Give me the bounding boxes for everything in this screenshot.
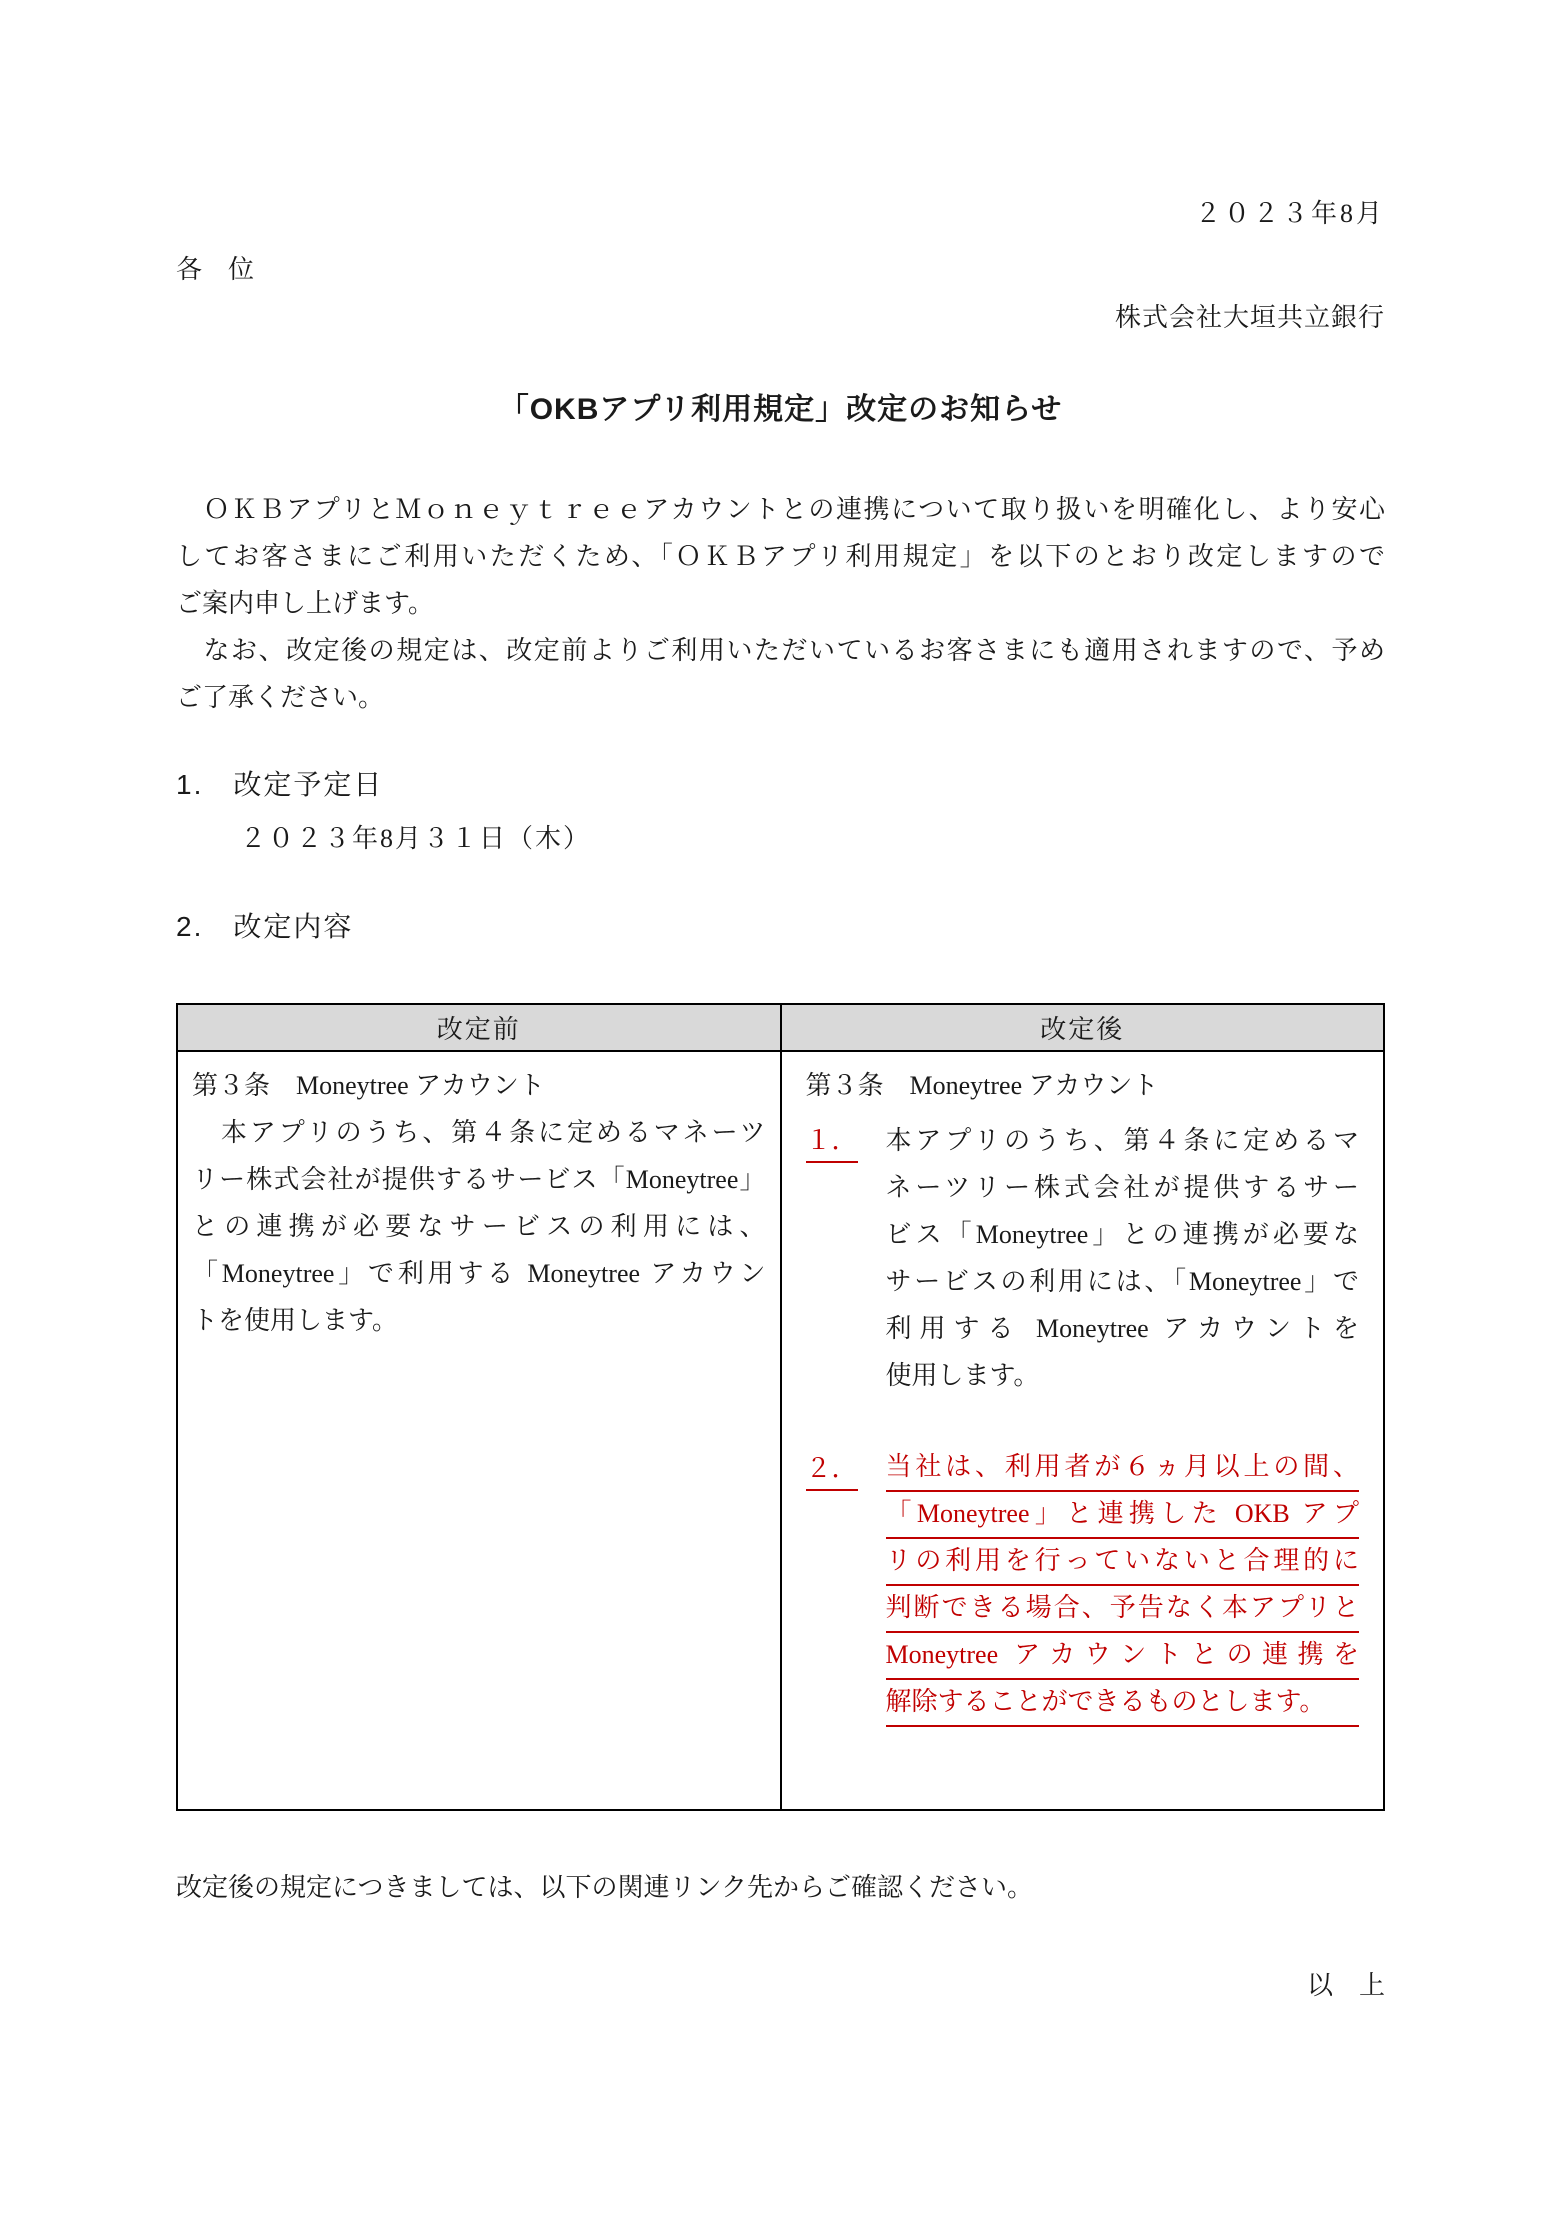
note-paragraph	[176, 627, 1385, 721]
item-number: １．	[806, 1117, 860, 1164]
section2-heading: 2. 改定内容	[176, 911, 354, 942]
after-red-text-line: 当社は、利用者が６ヵ月以上の間、	[886, 1445, 1360, 1492]
paragraph-line: なお、改定後の規定は、改定前よりご利用いただいているお客さまにも適用されますので、予め	[176, 636, 1385, 665]
cell-before	[177, 1051, 781, 1810]
col-header-before: 改定前	[177, 1004, 781, 1051]
after-text-line: 本アプリのうち、第４条に定めるマ	[885, 1126, 1359, 1155]
after-text-line: サービスの利用には、「Moneytree」で	[885, 1267, 1359, 1296]
after-item-1-text	[886, 1117, 1360, 1399]
after-red-text-line: 解除することができるものとします。	[886, 1680, 1360, 1727]
company-name: 株式会社大垣共立銀行	[1114, 303, 1385, 332]
before-article-title: 第３条 Moneytree アカウント	[192, 1071, 545, 1100]
cell-after	[781, 1051, 1385, 1810]
addressee: 各 位	[176, 255, 255, 284]
after-text-line: 利用する Moneytree アカウントを	[885, 1314, 1359, 1343]
after-text-line: 使用します。	[885, 1361, 1040, 1390]
revision-comparison-table	[176, 1003, 1385, 1811]
after-item-2	[806, 1445, 1360, 1727]
before-text-line: リー株式会社が提供するサービス「Moneytree」	[192, 1165, 766, 1194]
after-red-text-line: リの利用を行っていないと合理的に	[886, 1539, 1360, 1586]
after-article-title: 第３条 Moneytree アカウント	[805, 1071, 1159, 1100]
after-text-line: ビス「Moneytree」との連携が必要な	[885, 1220, 1359, 1249]
after-red-text-line: 「Moneytree」と連携した OKB アプ	[886, 1492, 1360, 1539]
col-header-after: 改定後	[781, 1004, 1385, 1051]
item-number: ２．	[806, 1445, 860, 1492]
before-text-line: トを使用します。	[192, 1306, 398, 1335]
paragraph-line: ご了承ください。	[176, 683, 385, 712]
after-text-line: ネーツリー株式会社が提供するサー	[885, 1173, 1359, 1202]
before-text-line: 「Moneytree」で利用する Moneytree アカウン	[192, 1259, 766, 1288]
end-mark: 以 上	[1306, 1971, 1385, 2000]
paragraph-line: ご案内申し上げます。	[176, 589, 434, 618]
document-date: ２０２３年8月	[1194, 199, 1385, 228]
paragraph-line: ＯＫＢアプリとＭｏｎｅｙｔｒｅｅアカウントとの連携について取り扱いを明確化し、より安心	[176, 495, 1385, 524]
section1-heading: 1. 改定予定日	[176, 769, 384, 800]
paragraph-line: してお客さまにご利用いただくため、「ＯＫＢアプリ利用規定」を以下のとおり改定しますので	[176, 542, 1385, 571]
table-body-row	[177, 1051, 1384, 1810]
after-item-1	[806, 1117, 1360, 1399]
after-red-text-line: Moneytree アカウントとの連携を	[886, 1633, 1360, 1680]
after-red-text-line: 判断できる場合、予告なく本アプリと	[886, 1586, 1360, 1633]
before-text-line: 本アプリのうち、第４条に定めるマネーツ	[192, 1118, 766, 1147]
page-title: 「OKBアプリ利用規定」改定のお知らせ	[498, 393, 1063, 426]
after-item-2-text-red	[886, 1445, 1360, 1727]
before-text-line: との連携が必要なサービスの利用には、	[192, 1212, 766, 1241]
table-header-row	[177, 1004, 1384, 1051]
closing-note: 改定後の規定につきましては、以下の関連リンク先からご確認ください。	[176, 1873, 1033, 1902]
intro-paragraph	[176, 486, 1385, 627]
revision-date: ２０２３年8月３１日（木）	[240, 824, 592, 853]
before-text	[192, 1109, 766, 1344]
